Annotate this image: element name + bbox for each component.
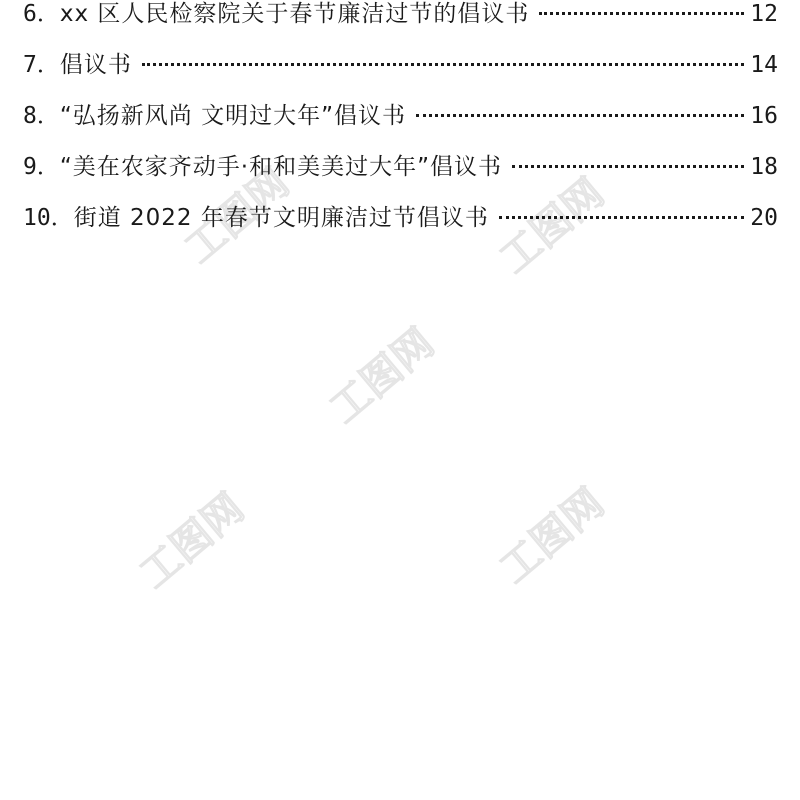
watermark: 工图网 — [131, 484, 253, 598]
toc-entry[interactable] — [23, 149, 778, 200]
toc-entry-page: 16 — [750, 103, 778, 129]
toc-entry-title: 街道 2022 年春节文明廉洁过节倡议书 — [73, 205, 489, 231]
toc-entry-number: 10． — [23, 205, 74, 231]
toc-entry-title: 倡议书 — [59, 52, 132, 78]
toc-entry[interactable] — [23, 0, 778, 47]
dot-leader — [512, 165, 744, 168]
watermark: 工图网 — [491, 169, 613, 283]
toc-entry-title: xx 区人民检察院关于春节廉洁过节的倡议书 — [59, 1, 530, 27]
toc-entry[interactable] — [23, 200, 778, 251]
dot-leader — [416, 114, 744, 117]
toc-entry-title: “弘扬新风尚 文明过大年”倡议书 — [59, 103, 407, 129]
dot-leader — [499, 216, 744, 219]
toc-entry-number: 6． — [23, 1, 60, 27]
table-of-contents — [23, 0, 778, 251]
toc-entry-number: 9． — [23, 154, 60, 180]
dot-leader — [142, 63, 744, 66]
toc-entry-page: 18 — [750, 154, 778, 180]
dot-leader — [539, 12, 744, 15]
watermark: 工图网 — [491, 479, 613, 593]
toc-entry-page: 14 — [750, 52, 778, 78]
toc-entry[interactable] — [23, 98, 778, 149]
toc-entry-number: 8． — [23, 103, 60, 129]
toc-entry-page: 20 — [750, 205, 778, 231]
toc-entry-number: 7． — [23, 52, 60, 78]
toc-entry[interactable] — [23, 47, 778, 98]
toc-entry-title: “美在农家齐动手·和和美美过大年”倡议书 — [59, 154, 503, 180]
watermark: 工图网 — [176, 159, 298, 273]
watermark: 工图网 — [321, 319, 443, 433]
toc-entry-page: 12 — [750, 1, 778, 27]
